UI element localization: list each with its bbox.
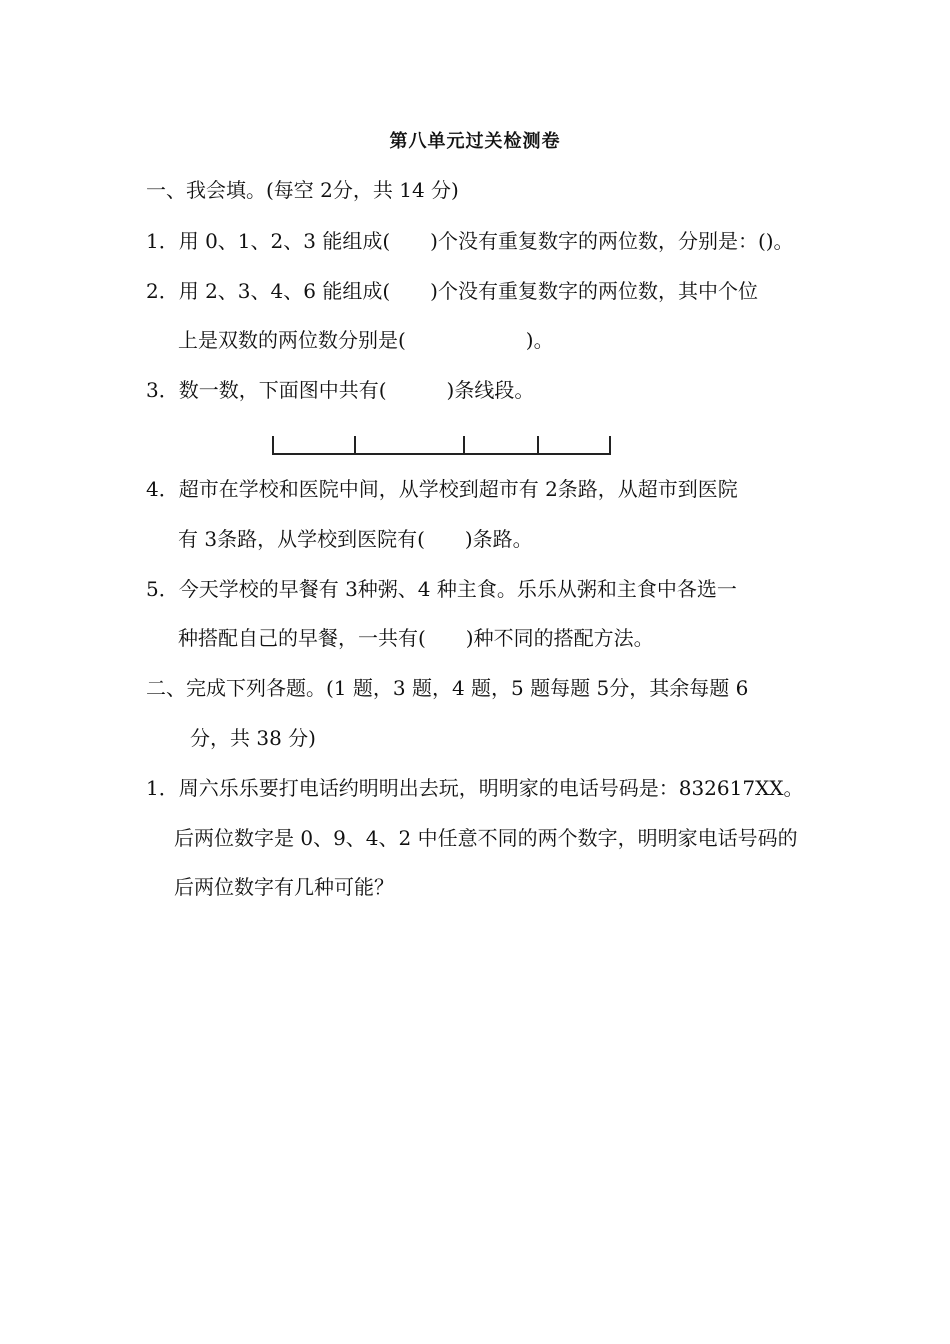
question-1-3: 3．数一数，下面图中共有( )条线段。 xyxy=(146,378,535,402)
question-1-4-line-2: 有 3条路，从学校到医院有( )条路。 xyxy=(178,527,533,551)
question-1-1: 1．用 0、1、2、3 能组成( )个没有重复数字的两位数，分别是：()。 xyxy=(146,229,794,253)
question-1-5-line-1: 5．今天学校的早餐有 3种粥、4 种主食。乐乐从粥和主食中各选一 xyxy=(146,577,737,601)
page-title: 第八单元过关检测卷 xyxy=(389,131,561,152)
question-1-5-line-2: 种搭配自己的早餐，一共有( )种不同的搭配方法。 xyxy=(178,626,654,650)
question-1-2-line-1: 2．用 2、3、4、6 能组成( )个没有重复数字的两位数，其中个位 xyxy=(146,279,758,303)
line-segment-figure xyxy=(270,434,615,460)
question-1-4-line-1: 4．超市在学校和医院中间，从学校到超市有 2条路，从超市到医院 xyxy=(146,477,738,501)
section-1-heading: 一、我会填。(每空 2分，共 14 分) xyxy=(146,178,459,202)
question-2-1-line-1: 1．周六乐乐要打电话约明明出去玩，明明家的电话号码是：832617XX。 xyxy=(146,776,804,800)
question-2-1-line-2: 后两位数字是 0、9、4、2 中任意不同的两个数字，明明家电话号码的 xyxy=(174,826,798,850)
section-2-heading-line-1: 二、完成下列各题。(1 题，3 题，4 题，5 题每题 5分，其余每题 6 xyxy=(146,676,749,700)
section-2-heading-line-2: 分，共 38 分) xyxy=(190,726,316,750)
question-1-2-line-2: 上是双数的两位数分别是( )。 xyxy=(178,328,554,352)
question-2-1-line-3: 后两位数字有几种可能？ xyxy=(174,875,394,899)
